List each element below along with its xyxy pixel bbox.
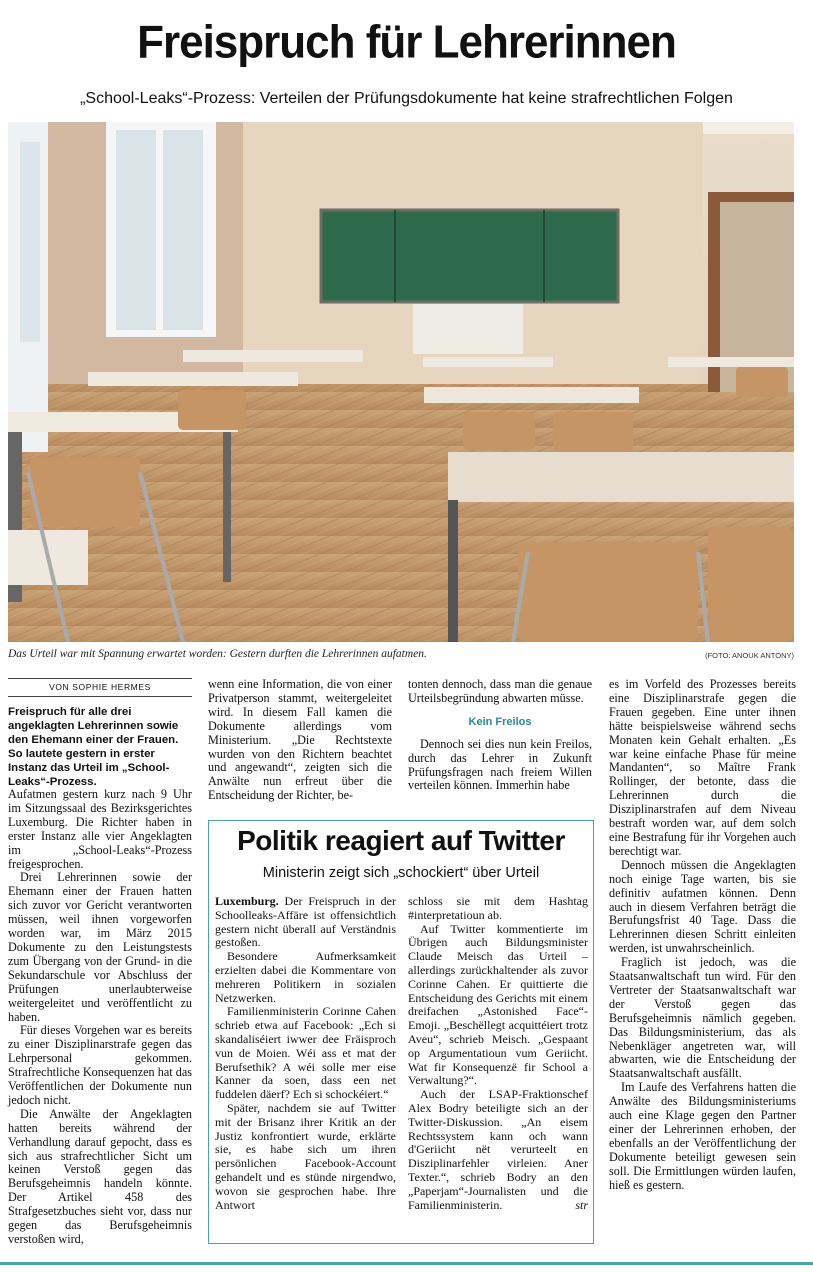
article-column-4 [609, 678, 796, 1193]
sidebar-subtitle: Ministerin zeigt sich „schockiert“ über Urteil [262, 865, 540, 881]
paragraph: Die Anwälte der Angeklagten hatten bereits während der Verhandlung darauf gepocht, dass es sich aus strafrechtlicher Sicht um keinen Verstoß gegen das Berufsgeheimnis handeln könnte. Der Artikel 458 des Strafgesetzbuches sieht vor, dass nur gegen das Berufsgeheimnis verstoßen wird, [8, 1106, 192, 1246]
paragraph-text: Auch der LSAP-Fraktionschef Alex Bodry beteiligte sich an der Twitter-Diskussion. „An eisem Rechtssystem kann och wann d'Geriicht nët verurteelt en Disziplinarfehler virleien. Aner Texter.“, schrieb Bodry an den „Paperjam“-Journalisten und die Familienministerin. [408, 1087, 588, 1212]
paragraph: es im Vorfeld des Prozesses bereits eine Disziplinarstrafe gegen die Frauen gegeben. Eine unter ihnen hätte beispielsweise während sechs Monaten kein Gehalt erhalten. „Es war keine einfache Phase für meine Mandanten“, so Maître Frank Rollinger, der betonte, dass die Lehrerinnen durch die Disziplinarstrafen auf dem Niveau bestraft worden war, auf dem solch eine Bestrafung für ihr Vorgehen auch berechtigt war. [609, 677, 796, 858]
section-subheading: Kein Freilos [468, 715, 532, 728]
paragraph: tonten dennoch, dass man die genaue Urteilsbegründung abwarten müsse. [408, 677, 592, 705]
article-column-1 [8, 788, 192, 1247]
paragraph: Im Laufe des Verfahrens hatten die Anwälte des Bildungsministeriums auch eine Klage gegen den Partner einer der Lehrerinnen erhoben, der ebenfalls an der Veröffentlichung der Dokumente beteiligt gewesen sein soll. Die Ermittlungen würden laufen, hieß es gestern. [609, 1080, 796, 1192]
byline: VON SOPHIE HERMES [8, 678, 192, 697]
dateline: Luxemburg. [215, 894, 279, 908]
photo-caption: Das Urteil war mit Spannung erwartet worden: Gestern durften die Lehrerinnen aufatmen. [8, 648, 427, 660]
paragraph: Fraglich ist jedoch, was die Staatsanwaltschaft tun wird. Für den Vertreter der Staatsanwaltschaft war der Verstoß gegen das Berufsgeheimnis nämlich gegeben. Das Bildungsministerium, das als Nebenkläger angetreten war, will abwarten, wie die Entscheidung der Staatsanwaltschaft ausfällt. [609, 955, 796, 1081]
paragraph: Später, nachdem sie auf Twitter mit der Brisanz ihrer Kritik an der Justiz konfrontiert wurde, erklärte sie, es habe sich um ihren persönlichen Facebook-Account gehandelt und es stünde nirgendwo, wovon sie gesprochen habe. Ihre Antwort [215, 1100, 396, 1212]
classroom-photo [8, 122, 794, 642]
paragraph: schloss sie mit dem Hashtag #interpretatioun ab. [408, 894, 588, 922]
paragraph: Dennoch müssen die Angeklagten noch einige Tage warten, bis sie definitiv aufatmen können. Denn auch in diesem Verfahren beträgt die Berufungsfrist 40 Tage. Dass die Lehrerinnen diesen Schritt einleiten werden, ist unwahrscheinlich. [609, 857, 796, 956]
paragraph: Dennoch sei dies nun kein Freilos, durch das Lehrer in Zukunft Prüfungsfragen nach freiem Willen verteilen können. Immerhin habe [408, 736, 592, 793]
sidebar-title: Politik reagiert auf Twitter [237, 825, 565, 856]
headline: Freispruch für Lehrerinnen [137, 16, 676, 69]
paragraph: Aufatmen gestern kurz nach 9 Uhr im Sitzungssaal des Bezirksgerichtes Luxemburg. Die Richter haben in erster Instanz alle vier Angeklagten im „School-Leaks“-Prozess freigesprochen. [8, 787, 192, 871]
subheadline: „School-Leaks“-Prozess: Verteilen der Prüfungsdokumente hat keine strafrechtlichen Folgen [80, 90, 733, 107]
paragraph [215, 895, 396, 950]
paragraph: Besondere Aufmerksamkeit erzielten dabei die Kommentare von mehreren Politikern in sozialen Netzwerken. [215, 949, 396, 1005]
paragraph-text: Der Freispruch in der Schoolleaks-Affäre ist offensichtlich gestern nicht überall auf Verständnis gestoßen. [215, 894, 397, 950]
lead-paragraph: Freispruch für alle drei angeklagten Lehrerinnen sowie den Ehemann einer der Frauen. So lautete gestern in erster Instanz das Urteil im „School-Leaks“-Prozess. [8, 706, 179, 788]
article-column-3 [408, 678, 592, 793]
article-column-2 [208, 678, 392, 803]
sidebar-column-1 [215, 895, 396, 1212]
paragraph [408, 1088, 588, 1212]
paragraph: Drei Lehrerinnen sowie der Ehemann einer der Frauen hatten sich zuvor vor Gericht verantworten müssen, weil ihnen vorgeworfen worden war, im März 2015 Dokumente zu den Leistungstests zum Übergang von der Grund- in die Sekundarschule vor Abschluss der Prüfungen unerlaubterweise weitergeleitet und veröffentlicht zu haben. [8, 870, 192, 1024]
bottom-rule [0, 1262, 813, 1265]
paragraph: wenn eine Information, die von einer Privatperson stammt, weitergeleitet wird. In diesem Fall kamen die Dokumente allerdings vom Ministerium. „Die Rechtstexte wurden von den Richtern beachtet und angewandt“, zeigten sich die Anwälte nun erfreut über die Entscheidung der Richter, be- [208, 677, 392, 803]
sidebar-box [208, 820, 594, 1244]
sidebar-column-2 [408, 895, 588, 1212]
paragraph: Auf Twitter kommentierte im Übrigen auch Bildungsminister Claude Meisch das Urteil – allerdings zurückhaltender als zuvor Corinne Cahen. Er quittierte die Entscheidung des Gerichts mit einem dreifachen „Astonished Face“-Emoji. „Beschëllegt acquittéiert trotz Aveu“, schrieb Meisch. „Gespaant op Argumentatioun vum Geriicht. Wat fir Konsequenzë fir School a Verwaltung?“. [408, 921, 588, 1088]
author-signature: str [575, 1197, 588, 1212]
paragraph: Familienministerin Corinne Cahen schrieb etwa auf Facebook: „Ech si skandaliséiert iwwer dee Fräisproch vun de Moien. Wéi ass et mat der Berufsethik? A wéi solle mer eise Kanner da soen, dass een net fuddelen däerf? Ech si schockéiert.“ [215, 1004, 396, 1102]
paragraph: Für dieses Vorgehen war es bereits zu einer Disziplinarstrafe gegen das Lehrpersonal gekommen. Strafrechtliche Konsequenzen hat das Veröffentlichen der Dokumente nun jedoch nicht. [8, 1023, 192, 1107]
photo-credit: (FOTO: ANOUK ANTONY) [705, 651, 794, 660]
